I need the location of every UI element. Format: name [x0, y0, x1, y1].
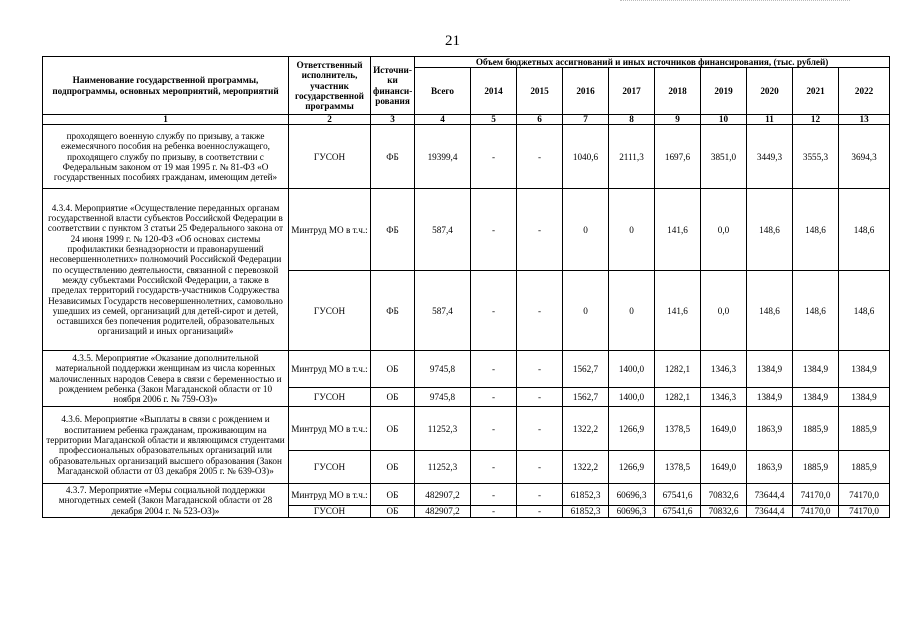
header-source: Источни-ки финанси-рования [371, 57, 415, 115]
row-value: 1649,0 [701, 451, 747, 484]
column-index: 8 [609, 115, 655, 125]
row-value: - [471, 125, 517, 189]
row-value: 0 [563, 189, 609, 271]
row-value: 0,0 [701, 189, 747, 271]
row-value: - [517, 407, 563, 451]
column-index: 13 [839, 115, 890, 125]
row-value: 482907,2 [415, 484, 471, 506]
table-row [43, 351, 890, 388]
table-row [43, 189, 890, 271]
row-name: 4.3.7. Мероприятие «Меры социальной поддержки многодетных семей (Закон Магаданской области от 28 декабря 2004 г. № 523-ОЗ)» [43, 484, 289, 517]
row-value: - [471, 506, 517, 517]
row-value: 0,0 [701, 271, 747, 351]
row-responsible: ГУСОН [289, 125, 371, 189]
column-index: 11 [747, 115, 793, 125]
row-value: 1863,9 [747, 451, 793, 484]
table-row [43, 484, 890, 506]
row-value: 3449,3 [747, 125, 793, 189]
row-value: - [471, 388, 517, 407]
column-index: 7 [563, 115, 609, 125]
row-value: 148,6 [747, 189, 793, 271]
row-value: 1378,5 [655, 451, 701, 484]
column-index: 3 [371, 115, 415, 125]
row-value: 70832,6 [701, 484, 747, 506]
row-source: ОБ [371, 351, 415, 388]
row-value: 74170,0 [839, 484, 890, 506]
header-year: 2019 [701, 68, 747, 115]
header-year: 2015 [517, 68, 563, 115]
row-value: 1384,9 [747, 388, 793, 407]
row-value: 11252,3 [415, 451, 471, 484]
table-row [43, 407, 890, 451]
row-value: 0 [563, 271, 609, 351]
row-value: 1697,6 [655, 125, 701, 189]
row-source: ОБ [371, 451, 415, 484]
row-value: 0 [609, 271, 655, 351]
header-year: 2016 [563, 68, 609, 115]
row-value: - [471, 351, 517, 388]
row-value: 67541,6 [655, 506, 701, 517]
row-value: 148,6 [839, 189, 890, 271]
row-value: - [517, 451, 563, 484]
row-value: 1885,9 [839, 451, 890, 484]
row-value: 587,4 [415, 189, 471, 271]
row-value: 148,6 [747, 271, 793, 351]
row-value: 1322,2 [563, 451, 609, 484]
row-value: 3694,3 [839, 125, 890, 189]
row-value: 1282,1 [655, 388, 701, 407]
row-source: ФБ [371, 189, 415, 271]
row-responsible: ГУСОН [289, 506, 371, 517]
row-value: 141,6 [655, 189, 701, 271]
row-value: 61852,3 [563, 506, 609, 517]
row-responsible: ГУСОН [289, 451, 371, 484]
row-responsible: Минтруд МО в т.ч.: [289, 484, 371, 506]
row-value: 148,6 [793, 271, 839, 351]
row-value: 1346,3 [701, 351, 747, 388]
header-responsible: Ответственный исполнитель, участник государственной программы [289, 57, 371, 115]
row-value: 1322,2 [563, 407, 609, 451]
row-value: 3555,3 [793, 125, 839, 189]
header-volume: Объем бюджетных ассигнований и иных источников финансирования, (тыс. рублей) [415, 57, 890, 68]
page-number: 21 [445, 33, 460, 49]
row-name: 4.3.5. Мероприятие «Оказание дополнительной материальной поддержки женщинам из числа коренных малочисленных народов Севера в связи с беременностью и рождением ребенка (Закон Магаданской области от 10 ноября 2006 г. № 759-ОЗ)» [43, 351, 289, 407]
row-value: - [517, 271, 563, 351]
row-value: 74170,0 [839, 506, 890, 517]
row-responsible: Минтруд МО в т.ч.: [289, 351, 371, 388]
row-value: 1562,7 [563, 351, 609, 388]
row-value: - [471, 451, 517, 484]
row-responsible: Минтруд МО в т.ч.: [289, 189, 371, 271]
column-index: 4 [415, 115, 471, 125]
row-value: - [471, 407, 517, 451]
row-value: 74170,0 [793, 506, 839, 517]
row-value: 74170,0 [793, 484, 839, 506]
header-year: 2022 [839, 68, 890, 115]
row-value: 148,6 [793, 189, 839, 271]
row-value: 1384,9 [747, 351, 793, 388]
column-index: 2 [289, 115, 371, 125]
row-name: проходящего военную службу по призыву, а также ежемесячного пособия на ребенка военнослужащего, проходящего службу по призыву, в соответствии с Федеральным законом от 19 мая 1995 г. № 81-ФЗ «О государственных пособиях гражданам, имеющим детей» [43, 125, 289, 189]
row-value: 1863,9 [747, 407, 793, 451]
row-value: 60696,3 [609, 506, 655, 517]
row-value: 73644,4 [747, 506, 793, 517]
row-value: 1885,9 [793, 407, 839, 451]
row-value: - [517, 351, 563, 388]
row-value: 1282,1 [655, 351, 701, 388]
row-value: 1266,9 [609, 407, 655, 451]
row-name: 4.3.6. Мероприятие «Выплаты в связи с рождением и воспитанием ребенка гражданам, проживающим на территории Магаданской области и являющимся студентами профессиональных образовательных организаций или образовательных организаций высшего образования (Закон Магаданской области от 03 декабря 2005 г. № 639-ОЗ)» [43, 407, 289, 484]
row-value: 1384,9 [839, 388, 890, 407]
row-value: - [471, 271, 517, 351]
row-value: - [517, 506, 563, 517]
row-value: 1040,6 [563, 125, 609, 189]
row-value: 0 [609, 189, 655, 271]
row-value: 70832,6 [701, 506, 747, 517]
row-source: ОБ [371, 388, 415, 407]
row-source: ОБ [371, 484, 415, 506]
header-year: 2020 [747, 68, 793, 115]
header-year: 2018 [655, 68, 701, 115]
row-value: 1562,7 [563, 388, 609, 407]
row-value: 9745,8 [415, 388, 471, 407]
row-value: 587,4 [415, 271, 471, 351]
header-name: Наименование государственной программы, подпрограммы, основных мероприятий, мероприятий [43, 57, 289, 115]
row-name: 4.3.4. Мероприятие «Осуществление переданных органам государственной власти субъектов Российской Федерации в соответствии с пунктом 3 статьи 25 Федерального закона от 24 июня 1999 г. № 120-ФЗ «Об основах системы профилактики безнадзорности и правонарушений несовершеннолетних» полномочий Российской Федерации по осуществлению деятельности, связанной с перевозкой между субъектами Российской Федерации, а также в пределах территорий государств-участников Содружества Независимых Государств несовершеннолетних, самовольно ушедших из семей, организаций для детей-сирот и детей, оставшихся без попечения родителей, образовательных организаций и иных организаций» [43, 189, 289, 351]
row-value: 1400,0 [609, 388, 655, 407]
header-year: 2021 [793, 68, 839, 115]
row-value: 148,6 [839, 271, 890, 351]
row-value: 2111,3 [609, 125, 655, 189]
row-value: 11252,3 [415, 407, 471, 451]
header-year: 2017 [609, 68, 655, 115]
row-value: 1384,9 [793, 351, 839, 388]
row-value: 73644,4 [747, 484, 793, 506]
row-value: 9745,8 [415, 351, 471, 388]
row-responsible: ГУСОН [289, 388, 371, 407]
row-value: 19399,4 [415, 125, 471, 189]
row-source: ОБ [371, 506, 415, 517]
row-value: - [517, 388, 563, 407]
column-index: 12 [793, 115, 839, 125]
row-value: 1346,3 [701, 388, 747, 407]
row-value: 1885,9 [839, 407, 890, 451]
row-value: - [517, 484, 563, 506]
row-value: 1649,0 [701, 407, 747, 451]
row-value: 482907,2 [415, 506, 471, 517]
row-value: 1378,5 [655, 407, 701, 451]
column-index: 10 [701, 115, 747, 125]
row-value: - [517, 189, 563, 271]
row-value: 1400,0 [609, 351, 655, 388]
row-value: 1266,9 [609, 451, 655, 484]
financing-table [42, 56, 890, 518]
header-year: Всего [415, 68, 471, 115]
row-source: ФБ [371, 271, 415, 351]
row-value: 67541,6 [655, 484, 701, 506]
row-value: 141,6 [655, 271, 701, 351]
row-value: 1885,9 [793, 451, 839, 484]
row-value: - [517, 125, 563, 189]
row-value: 60696,3 [609, 484, 655, 506]
row-responsible: ГУСОН [289, 271, 371, 351]
table-row [43, 125, 890, 189]
row-value: - [471, 484, 517, 506]
column-index: 5 [471, 115, 517, 125]
row-value: 1384,9 [793, 388, 839, 407]
top-edge-line [620, 0, 850, 1]
column-index: 1 [43, 115, 289, 125]
header-year: 2014 [471, 68, 517, 115]
row-value: 1384,9 [839, 351, 890, 388]
row-value: 3851,0 [701, 125, 747, 189]
column-index: 9 [655, 115, 701, 125]
row-value: 61852,3 [563, 484, 609, 506]
row-source: ОБ [371, 407, 415, 451]
row-value: - [471, 189, 517, 271]
row-responsible: Минтруд МО в т.ч.: [289, 407, 371, 451]
column-index: 6 [517, 115, 563, 125]
row-source: ФБ [371, 125, 415, 189]
